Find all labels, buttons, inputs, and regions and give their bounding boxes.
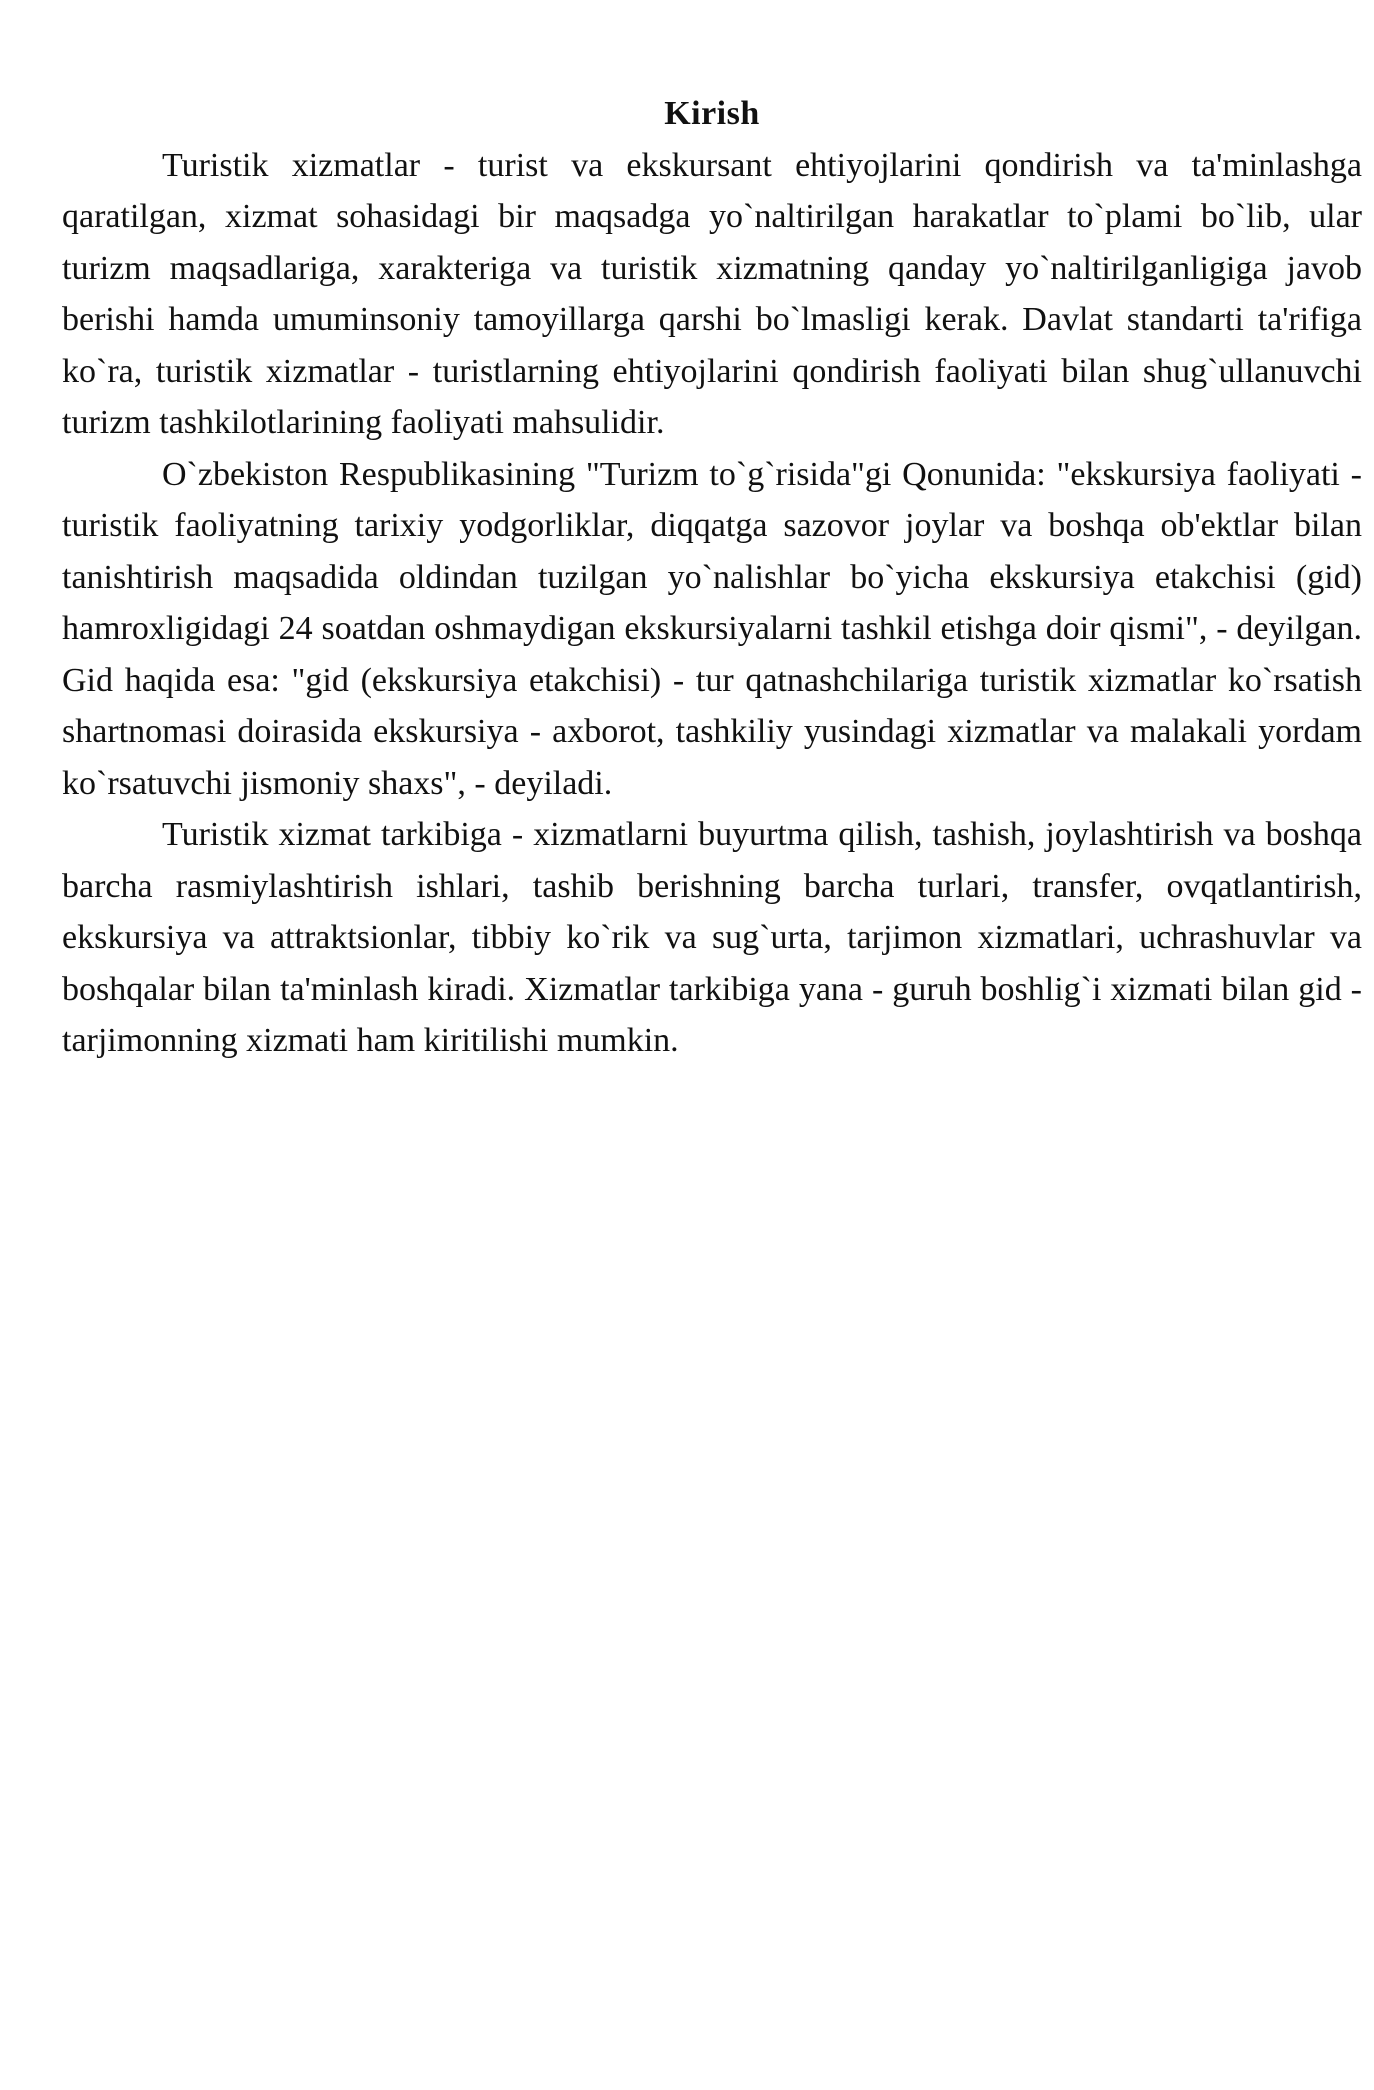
paragraph-3: Turistik xizmat tarkibiga - xizmatlarni buyurtma qilish, tashish, joylashtirish va boshqa barcha rasmiylashtirish ishlari, tashib berishning barcha turlari, transfer, ovqatlantirish, ekskursiya va attraktsionlar, tibbiy ko`rik va sug`urta, tarjimon xizmatlari, uchrashuvlar va boshqalar bilan ta'minlash kiradi. Xizmatlar tarkibiga yana - guruh boshlig`i xizmati bilan gid - tarjimonning xizmati ham kiritilishi mumkin. xyxy=(62,816,1362,1059)
paragraph-1: Turistik xizmatlar - turist va ekskursant ehtiyojlarini qondirish va ta'minlashga qaratilgan, xizmat sohasidagi bir maqsadga yo`naltirilgan harakatlar to`plami bo`lib, ular turizm maqsadlariga, xarakteriga va turistik xizmatning qanday yo`naltirilganligiga javob berishi hamda umuminsoniy tamoyillarga qarshi bo`lmasligi kerak. Davlat standarti ta'rifiga ko`ra, turistik xizmatlar - turistlarning ehtiyojlarini qondirish faoliyati bilan shug`ullanuvchi turizm tashkilotlarining faoliyati mahsulidir. xyxy=(62,146,1362,441)
document-page xyxy=(62,88,1362,1067)
paragraph-2: O`zbekiston Respublikasining "Turizm to`g`risida"gi Qonunida: "ekskursiya faoliyati - turistik faoliyatning tarixiy yodgorliklar, diqqatga sazovor joylar va boshqa ob'ektlar bilan tanishtirish maqsadida oldindan tuzilgan yo`nalishlar bo`yicha ekskursiya etakchisi (gid) hamroxligidagi 24 soatdan oshmaydigan ekskursiyalarni tashkil etishga doir qismi", - deyilgan. Gid haqida esa: "gid (ekskursiya etakchisi) - tur qatnashchilariga turistik xizmatlar ko`rsatish shartnomasi doirasida ekskursiya - axborot, tashkiliy yusindagi xizmatlar va malakali yordam ko`rsatuvchi jismoniy shaxs", - deyiladi. xyxy=(62,455,1362,802)
page-title: Kirish xyxy=(664,95,760,132)
